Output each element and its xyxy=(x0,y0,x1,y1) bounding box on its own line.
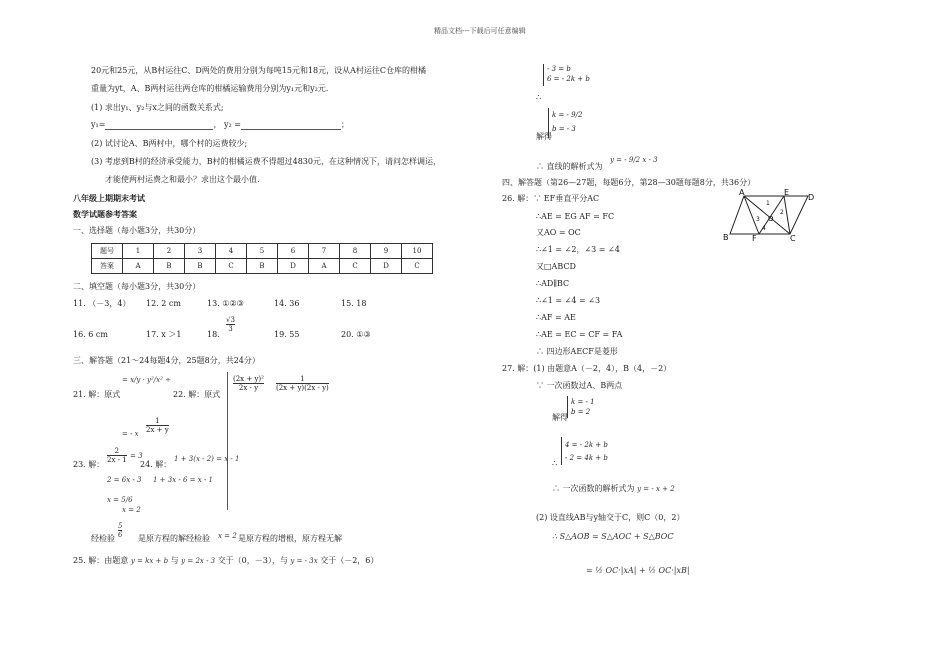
answer-25-t2: 交于（0，－3），与 xyxy=(217,556,288,565)
check-text-2: 是原方程的解经检验 xyxy=(138,534,210,543)
answer-22-fraction-1 xyxy=(233,373,264,392)
table-cell: 答案 xyxy=(92,259,123,274)
fill-answer-12: 12. 2 cm xyxy=(146,299,181,308)
fraction-numerator: 1 xyxy=(146,417,169,426)
proof-26-line-2: ∴AE = EG AF = FC xyxy=(536,212,615,221)
system-4-line-1: 4 = - 2k + b xyxy=(565,441,608,449)
angle-label-3: 3 xyxy=(756,216,760,223)
table-cell: 10 xyxy=(402,244,433,259)
fill-answer-11: 11. （－3，4） xyxy=(73,299,131,308)
vertex-label-f: F xyxy=(752,234,757,242)
fill-answer-19: 19. 55 xyxy=(274,330,300,339)
table-row xyxy=(92,259,433,274)
system-4 xyxy=(565,439,608,465)
fraction-denominator: (2x + y)(2x - y) xyxy=(276,384,329,392)
table-cell: B xyxy=(154,259,185,274)
answer-21-label: 21. 解：原式 xyxy=(73,390,121,399)
table-cell: 5 xyxy=(247,244,278,259)
answer-25-t1: 与 xyxy=(170,556,179,565)
table-cell: 8 xyxy=(340,244,371,259)
y1-label: y₁= xyxy=(91,120,106,129)
section-4-heading: 四、解答题（第26—27题，每题6分，第28—30题每题8分，共36分） xyxy=(502,178,756,187)
check-x-value: x = 2 xyxy=(218,532,237,540)
answer-23-label: 23. 解： xyxy=(73,460,105,469)
system-1-line-1: - 3 = b xyxy=(547,65,571,73)
answer-27-result-text xyxy=(552,484,675,494)
page-header: 精品文档---下载后可任意编辑 xyxy=(434,27,526,35)
answer-table xyxy=(91,243,433,274)
answer-24-equation: 1 + 3(x - 2) = x - 1 xyxy=(174,455,240,463)
solve-label-2: 解得 xyxy=(552,413,568,422)
system-3-line-2: b = 2 xyxy=(571,408,591,416)
proof-26-line-10: ∴ 四边形AECF是菱形 xyxy=(536,347,618,356)
table-cell: C xyxy=(340,259,371,274)
segment-ec xyxy=(784,196,790,234)
answer-23-step-3: x = 5/6 xyxy=(107,496,133,504)
system-brace-4 xyxy=(561,437,562,465)
question-3-cont: 才能使两村运费之和最小？求出这个最小值. xyxy=(105,175,260,184)
blank-period: ； xyxy=(340,120,349,129)
vertical-divider xyxy=(227,372,228,510)
answer-24-step-3: x = 2 xyxy=(122,506,141,514)
answer-23-step-2: 2 = 6x - 3 xyxy=(107,476,142,484)
fraction-numerator: (2x + y)² xyxy=(233,375,264,383)
answer-27-part-1: 27. 解：(1) 由题意A（－2，4），B（4，－2） xyxy=(502,364,672,373)
answer-22-label: 22. 解：原式 xyxy=(173,390,221,399)
table-cell: A xyxy=(309,259,340,274)
vertex-label-b: B xyxy=(723,233,729,242)
system-2-line-1: k = - 9/2 xyxy=(552,111,583,119)
proof-26-line-6: ∴AD∥BC xyxy=(536,279,570,288)
system-3-line-1: k = - 1 xyxy=(571,398,595,406)
fraction-denominator: 3 xyxy=(228,325,233,333)
section-1-heading: 一、选择题（每小题3分，共30分） xyxy=(73,226,201,235)
solve-label-1: 解得 xyxy=(536,132,552,141)
proof-26-line-3: 又AO = OC xyxy=(536,228,581,237)
answer-27-area-formula: = ½ OC·|xA| + ½ OC·|xB| xyxy=(586,566,690,575)
angle-label-2: 2 xyxy=(780,209,784,216)
proof-26-line-5: 又□ABCD xyxy=(536,262,576,271)
system-3 xyxy=(571,397,595,417)
system-2-line-2: b = - 3 xyxy=(552,125,576,133)
check-text-3: 是原方程的增根，原方程无解 xyxy=(238,534,342,543)
question-3: (3) 考虑到B村的经济承受能力，B村的柑橘运费不得超过4830元，在这种情况下，请问怎样调运， xyxy=(91,157,441,166)
answer-22-fraction-2 xyxy=(276,373,329,392)
problem-text-line-2: 重量为yt，A、B两村运往两仓库的柑橘运输费用分别为y₁元和y₂元. xyxy=(91,84,329,93)
answer-21-result: = - x xyxy=(122,430,139,438)
answer-24-label: 24. 解： xyxy=(140,460,172,469)
fraction-denominator: 2x - y xyxy=(238,384,259,392)
answer-25-eq3: y = - 3x xyxy=(290,557,318,565)
problem-text-line-1: 20元和25元，从B村运往C、D两处的费用分别为每吨15元和18元，设从A村运往C仓库的柑橘 xyxy=(91,66,427,75)
table-cell: B xyxy=(185,259,216,274)
table-cell: 1 xyxy=(123,244,154,259)
system-brace-1 xyxy=(543,64,544,86)
table-cell: 题号 xyxy=(92,244,123,259)
answer-27-part-2: (2) 设直线AB与y轴交于C，则C（0，2） xyxy=(536,513,685,522)
table-cell: 9 xyxy=(371,244,402,259)
question-2: (2) 试讨论A、B两村中，哪个村的运费较少; xyxy=(91,139,248,148)
fraction-numerator: 1 xyxy=(276,375,329,384)
vertex-label-d: D xyxy=(808,193,815,202)
line-equation-text: ∴ 直线的解析式为 xyxy=(536,162,603,171)
question-1: (1) 求出y₁、y₂与x之间的函数关系式; xyxy=(91,103,224,112)
answer-key-title: 数学试题参考答案 xyxy=(73,210,137,219)
table-cell: 4 xyxy=(216,244,247,259)
table-row xyxy=(92,244,433,259)
answer-24-step-2: 1 + 3x - 6 = x - 1 xyxy=(153,476,213,484)
table-cell: A xyxy=(123,259,154,274)
vertex-label-a: A xyxy=(739,188,745,197)
answer-25 xyxy=(73,556,378,566)
angle-label-4: 4 xyxy=(762,225,766,232)
proof-26-line-9: ∴AE = EC = CF = FA xyxy=(536,330,623,339)
fill-answer-15: 15. 18 xyxy=(341,299,367,308)
system-1 xyxy=(547,64,590,84)
angle-label-1: 1 xyxy=(766,200,770,207)
table-cell: 6 xyxy=(278,244,309,259)
table-cell: 3 xyxy=(185,244,216,259)
system-1-line-2: 6 = - 2k + b xyxy=(547,75,590,83)
fill-answer-14: 14. 36 xyxy=(274,299,300,308)
table-cell: 2 xyxy=(154,244,185,259)
fill-answer-20: 20. ①③ xyxy=(341,330,371,339)
fraction-numerator: √3 xyxy=(226,316,235,324)
fraction-numerator: 2 xyxy=(107,447,127,456)
y2-blank xyxy=(241,120,341,130)
table-cell: B xyxy=(247,259,278,274)
table-cell: D xyxy=(371,259,402,274)
section-3-heading: 三、解答题（21～24每题4分，25题8分，共24分） xyxy=(73,356,260,365)
parallelogram-figure xyxy=(722,188,818,242)
sqrt3-fraction xyxy=(226,314,235,333)
answer-25-eq2: y = 2x - 3 xyxy=(181,557,216,565)
system-4-line-2: - 2 = 4k + b xyxy=(565,454,608,462)
center-label-o: O xyxy=(768,215,774,223)
answer-blanks xyxy=(91,120,349,130)
line-equation: y = - 9/2 x - 3 xyxy=(610,156,658,164)
therefore-2: ∴ xyxy=(552,459,558,468)
table-cell: 7 xyxy=(309,244,340,259)
proof-26-line-1: 26. 解：∵ EF垂直平分AC xyxy=(502,194,600,203)
y2-label: ， y₂ = xyxy=(213,120,241,129)
y1-blank xyxy=(105,120,213,130)
answer-27-result-label: ∴ 一次函数的解析式为 xyxy=(552,484,635,493)
fraction-denominator: 2x - 1 xyxy=(107,456,127,464)
answer-23-equals: = 3 xyxy=(130,452,143,460)
answer-27-result-equation: y = - x + 2 xyxy=(637,485,675,493)
section-2-heading: 二、填空题（每小题3分，共30分） xyxy=(73,282,201,291)
answer-21-expression: = x/y · y²/x² ÷ xyxy=(122,376,171,384)
proof-26-line-7: ∴∠1 = ∠4 = ∠3 xyxy=(536,296,601,305)
answer-25-t3: 交于（－2，6） xyxy=(320,556,379,565)
answer-27-area-equation: ∴ S△AOB = S△AOC + S△BOC xyxy=(552,532,674,541)
answer-25-eq1: y = kx + b xyxy=(130,557,169,565)
table-cell: C xyxy=(216,259,247,274)
answer-25-label: 25. 解：由题意 xyxy=(73,556,129,565)
proof-26-line-8: ∴AF = AE xyxy=(536,313,576,322)
exam-title: 八年级上期期末考试 xyxy=(73,194,145,203)
table-cell: C xyxy=(402,259,433,274)
fraction-denominator: 6 xyxy=(118,531,123,539)
answer-22-result xyxy=(146,415,169,434)
answer-27-line-2: ∵ 一次函数过A、B两点 xyxy=(536,381,623,390)
proof-26-line-4: ∴∠1 = ∠2，∠3 = ∠4 xyxy=(536,245,620,254)
answer-23-fraction xyxy=(107,445,127,464)
fill-answer-17: 17. x ＞1 xyxy=(146,330,182,339)
system-2 xyxy=(552,108,582,136)
check-text-1: 经检验 xyxy=(91,534,115,543)
fill-answer-13: 13. ①②③ xyxy=(207,299,244,308)
table-cell: D xyxy=(278,259,309,274)
check-x-fraction xyxy=(118,522,122,539)
fill-answer-16: 16. 6 cm xyxy=(73,330,108,339)
fill-answer-18: 18. xyxy=(207,330,220,339)
vertex-label-c: C xyxy=(790,234,796,242)
fraction-denominator: 2x + y xyxy=(146,426,169,434)
fraction-numerator: 5 xyxy=(118,522,123,530)
therefore-1: ∴ xyxy=(536,93,542,102)
vertex-label-e: E xyxy=(784,188,790,197)
